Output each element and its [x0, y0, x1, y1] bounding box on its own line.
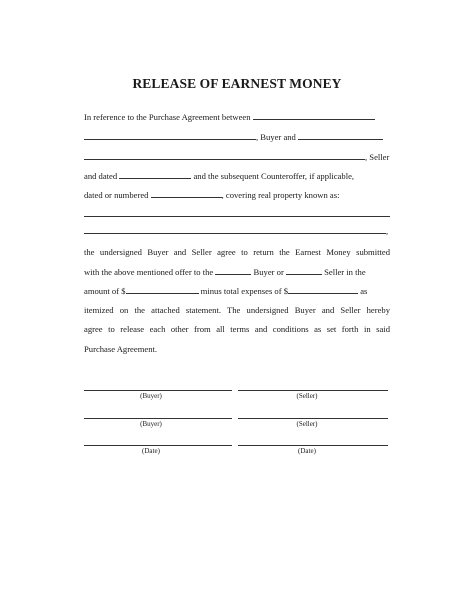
- paragraph-line-11: itemized on the attached statement. The undersigned Buyer and Seller hereby: [84, 305, 390, 315]
- agreement-parties-blank[interactable]: [253, 111, 375, 120]
- buyer-signature-line-2[interactable]: [84, 418, 232, 419]
- seller-signature-line-1[interactable]: [238, 390, 388, 391]
- line-text: and the subsequent Counteroffer, if applicable,: [191, 171, 355, 181]
- seller-label-1: (Seller): [296, 392, 318, 400]
- paragraph-line-5: [84, 189, 390, 201]
- line-text: with the above mentioned offer to the: [84, 267, 216, 277]
- line-text: Seller in the: [321, 267, 366, 277]
- paragraph-line-4: [84, 170, 390, 182]
- seller-return-blank[interactable]: [286, 266, 322, 275]
- line-text: minus total expenses of $: [198, 286, 289, 296]
- buyer-name-continued-blank[interactable]: [298, 131, 383, 140]
- buyer-date-line[interactable]: [84, 445, 232, 446]
- agreement-date-blank[interactable]: [119, 170, 191, 179]
- line-text: dated or numbered: [84, 190, 151, 200]
- property-address-blank-2[interactable]: [84, 225, 389, 236]
- buyer-date-label: (Date): [142, 447, 160, 455]
- seller-signature-line-2[interactable]: [238, 418, 388, 419]
- document-title: RELEASE OF EARNEST MONEY: [132, 76, 342, 91]
- buyer-name-blank[interactable]: [84, 131, 256, 140]
- seller-label-2: (Seller): [296, 420, 318, 428]
- paragraph-line-8: the undersigned Buyer and Seller agree to return the Earnest Money submitted: [84, 247, 390, 257]
- line-text: amount of $: [84, 286, 126, 296]
- seller-date-line[interactable]: [238, 445, 388, 446]
- seller-name-blank[interactable]: [84, 151, 365, 160]
- seller-date-label: (Date): [298, 447, 316, 455]
- buyer-return-blank[interactable]: [215, 266, 251, 275]
- buyer-label-2: (Buyer): [140, 420, 162, 428]
- paragraph-line-10: [84, 285, 390, 297]
- counteroffer-number-blank[interactable]: [151, 189, 222, 198]
- paragraph-line-9: [84, 266, 390, 278]
- line-text: , Buyer and: [256, 132, 299, 142]
- paragraph-line-12: agree to release each other from all terms and conditions as set forth in said: [84, 324, 390, 334]
- expenses-blank[interactable]: [288, 285, 358, 294]
- paragraph-line-1: [84, 111, 390, 123]
- line-text: Buyer or: [251, 267, 286, 277]
- line-text: , Seller: [365, 152, 390, 162]
- property-address-blank-1[interactable]: [84, 216, 390, 217]
- buyer-label-1: (Buyer): [140, 392, 162, 400]
- paragraph-line-13: Purchase Agreement.: [84, 344, 158, 354]
- line-text: ,: [386, 226, 389, 236]
- line-text: and dated: [84, 171, 120, 181]
- amount-blank[interactable]: [126, 285, 199, 294]
- paragraph-line-3: [84, 151, 390, 163]
- buyer-signature-line-1[interactable]: [84, 390, 232, 391]
- line-text: In reference to the Purchase Agreement between: [84, 112, 253, 122]
- paragraph-line-7: [84, 225, 390, 237]
- line-text: , covering real property known as:: [221, 190, 340, 200]
- paragraph-line-2: [84, 131, 390, 143]
- line-text: as: [358, 286, 368, 296]
